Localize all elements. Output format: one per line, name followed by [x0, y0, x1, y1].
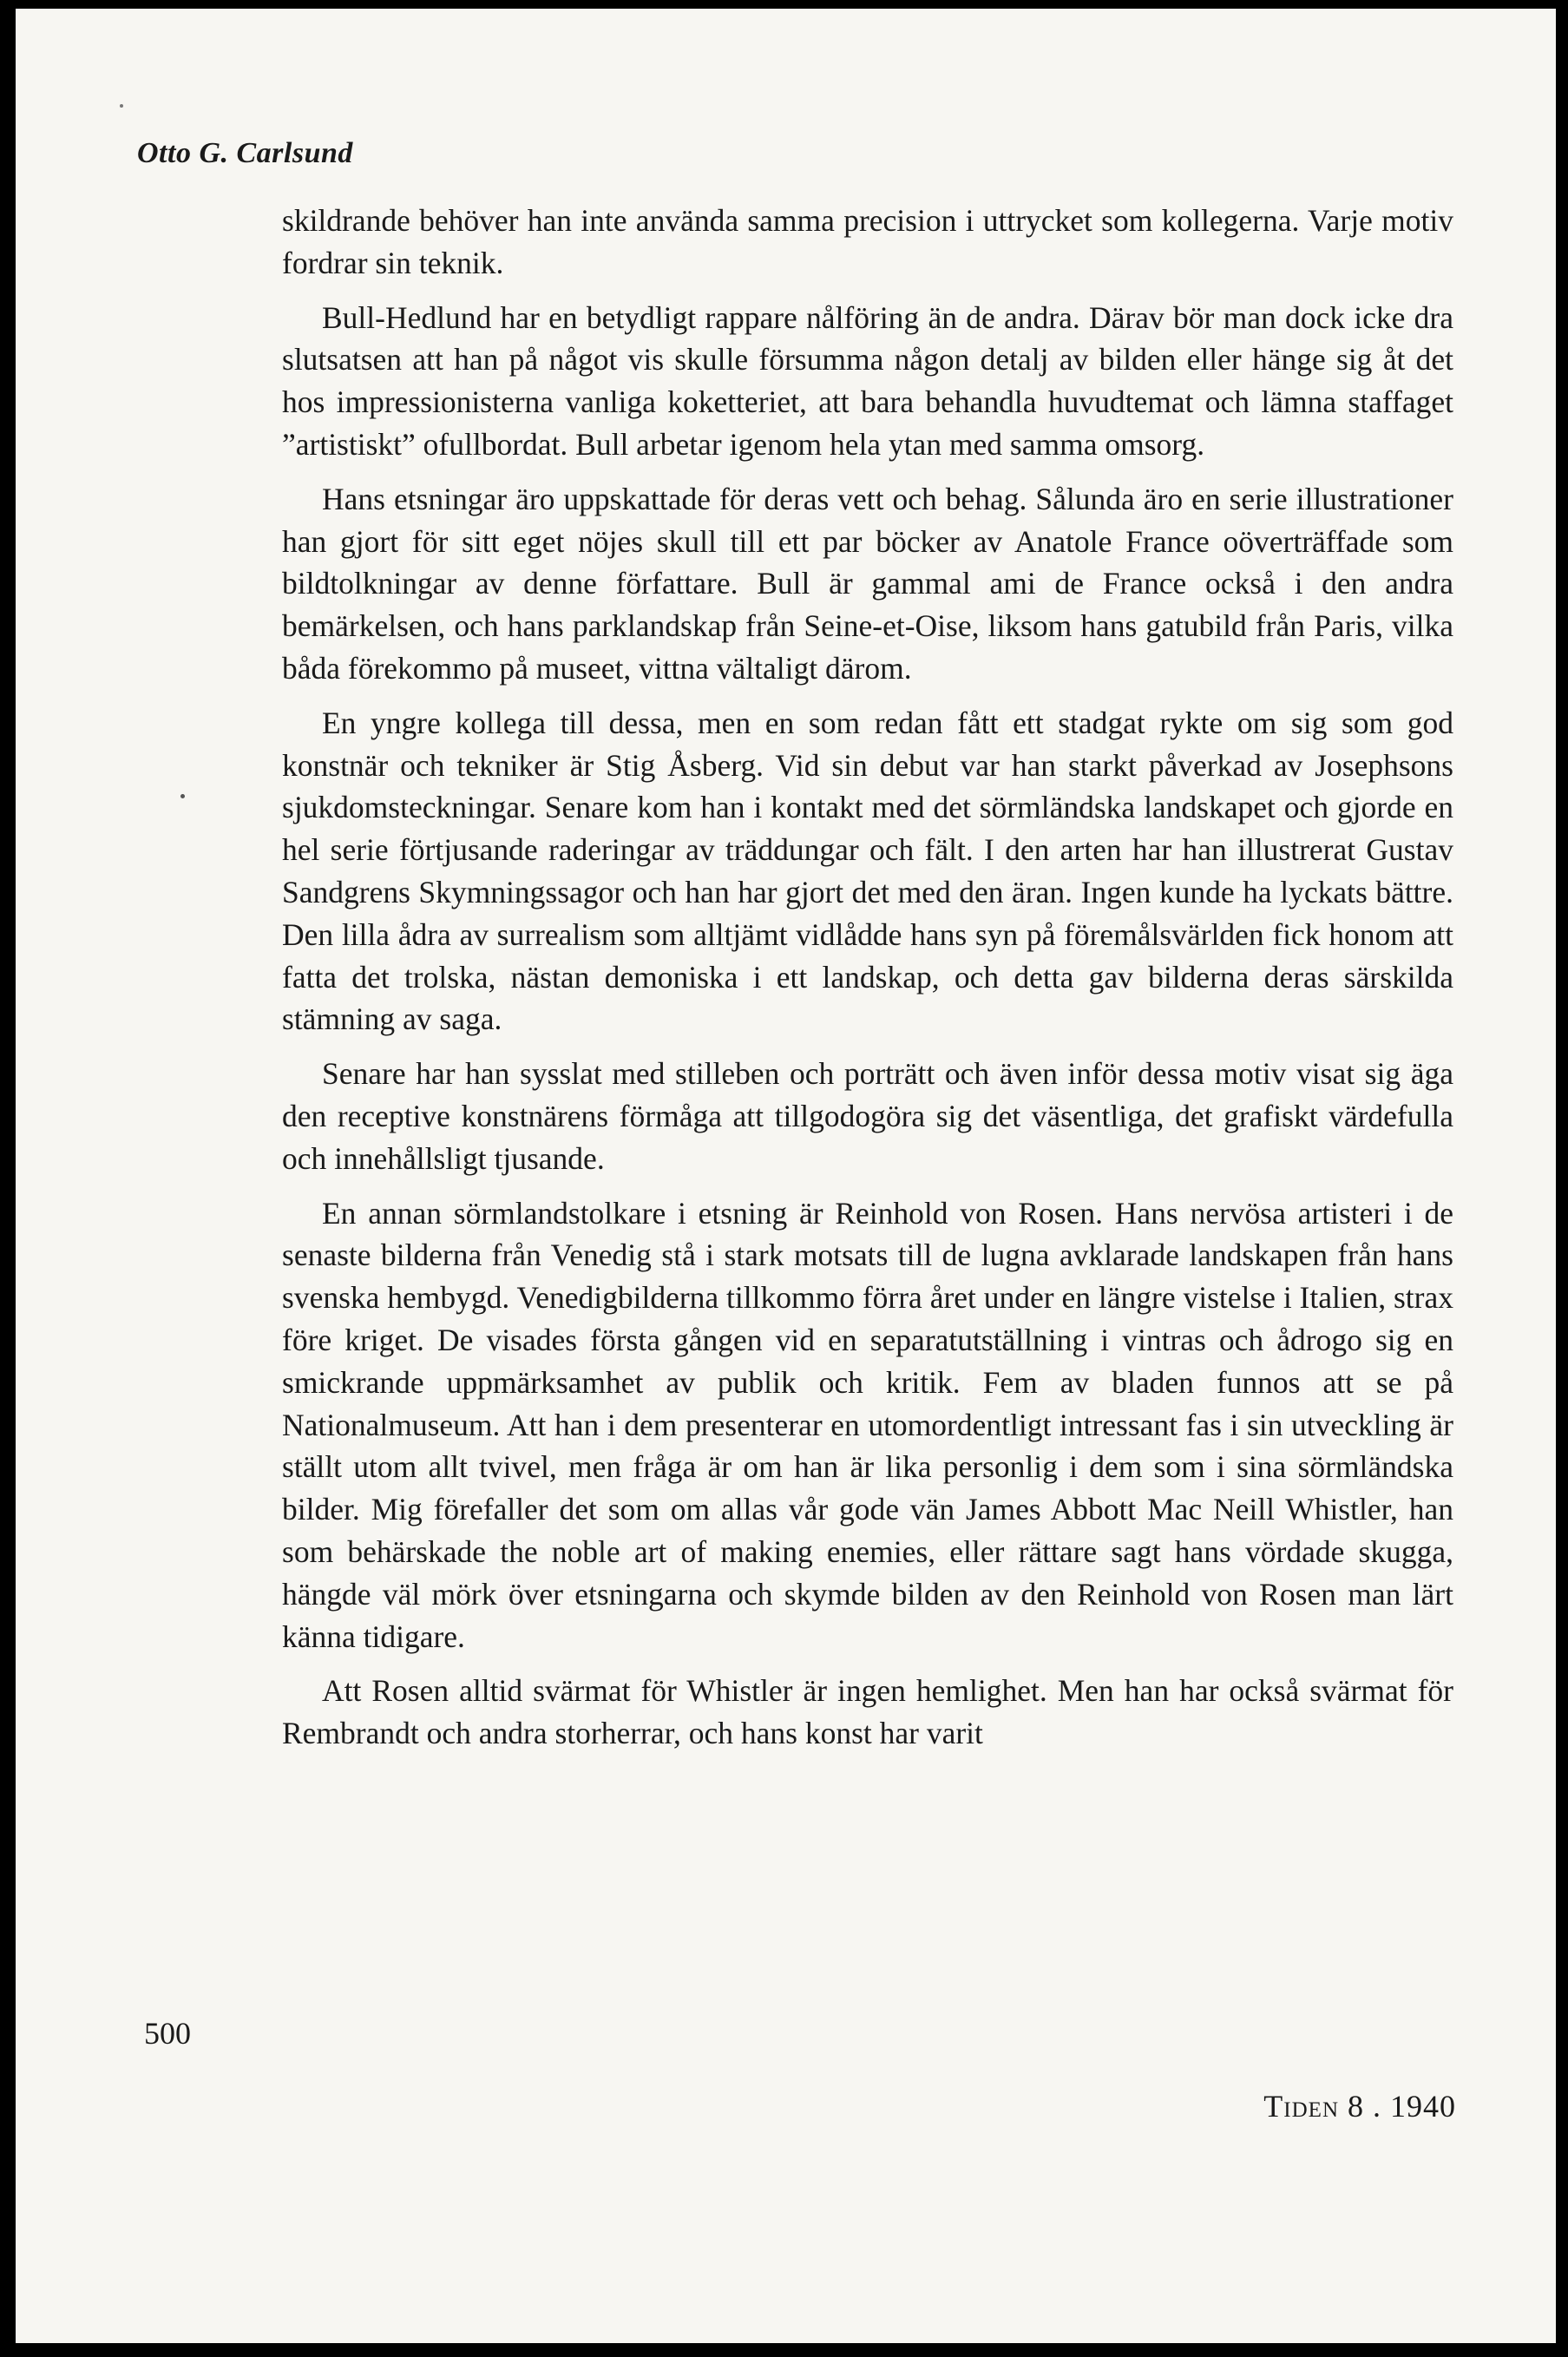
- page: [16, 9, 1556, 2343]
- paragraph-6: En annan sörmlandstolkare i etsning är Reinhold von Rosen. Hans nervösa artisteri i de senaste bilderna från Venedig stå i stark motsats till de lugna avklarade landskapen från hans svenska hembygd. Venedigbilderna tillkommo förra året under en längre vistelse i Italien, strax före kriget. De visades första gången vid en separatutställning i vintras och ådrogo sig en smickrande uppmärksamhet av publik och kritik. Fem av bladen funnos att se på Nationalmuseum. Att han i dem presenterar en utomordentligt intressant fas i sin utveckling är ställt utom allt tvivel, men fråga är om han är lika personlig i dem som i sina sörmländska bilder. Mig förefaller det som om allas vår gode vän James Abbott Mac Neill Whistler, han som behärskade the noble art of making enemies, eller rättare sagt hans vördade skugga, hängde väl mörk över etsningarna och skymde bilden av den Reinhold von Rosen man lärt känna tidigare.: [282, 1195, 1453, 1654]
- paragraph-5: Senare har han sysslat med stilleben och porträtt och även inför dessa motiv visat sig äga den receptive konstnärens förmåga att tillgodogöra sig det väsentliga, det grafiskt värdefulla och innehållsligt tjusande.: [282, 1056, 1453, 1176]
- paragraph-7: Att Rosen alltid svärmat för Whistler är ingen hemlighet. Men han har också svärmat för Rembrandt och andra storherrar, och hans konst har varit: [282, 1673, 1453, 1751]
- paragraph-4: En yngre kollega till dessa, men en som redan fått ett stadgat rykte om sig som god konstnär och tekniker är Stig Åsberg. Vid sin debut var han starkt påverkad av Josephsons sjukdomsteckningar. Senare kom han i kontakt med det sörmländska landskapet och gjorde en hel serie förtjusande raderingar av träddungar och fält. I den arten har han illustrerat Gustav Sandgrens Skymningssagor och han har gjort det med den äran. Ingen kunde ha lyckats bättre. Den lilla ådra av surrealism som alltjämt vidlådde hans syn på föremålsvärlden fick honom att fatta det trolska, nästan demoniska i ett landskap, och detta gav bilderna deras särskilda stämning av saga.: [282, 705, 1453, 1037]
- page-number: 500: [144, 2016, 191, 2051]
- paragraph-1: skildrande behöver han inte använda samma precision i uttrycket som kollegerna. Varje motiv fordrar sin teknik.: [282, 203, 1453, 280]
- paragraph-2: Bull-Hedlund har en betydligt rappare nålföring än de andra. Därav bör man dock icke dra slutsatsen att han på något vis skulle försumma någon detalj av bilden eller hänge sig åt det hos impressionisterna vanliga koketteriet, att bara behandla huvudtemat och lämna staffaget ”artistiskt” ofullbordat. Bull arbetar igenom hela ytan med samma omsorg.: [282, 299, 1453, 462]
- body-text: [282, 200, 1453, 1767]
- margin-mark: [180, 794, 185, 798]
- speck-mark: [120, 104, 123, 108]
- running-head-author: Otto G. Carlsund: [137, 137, 353, 169]
- paragraph-3: Hans etsningar äro uppskattade för deras vett och behag. Sålunda äro en serie illustrationer han gjort för sitt eget nöjes skull till ett par böcker av Anatole France oöverträffade som bildtolkningar av denne författare. Bull är gammal ami de France också i den andra bemärkelsen, och hans parklandskap från Seine-et-Oise, liksom hans gatubild från Paris, vilka båda förekommo på museet, vittna vältaligt därom.: [282, 481, 1453, 686]
- journal-footer: Tiden 8 . 1940: [1263, 2089, 1456, 2124]
